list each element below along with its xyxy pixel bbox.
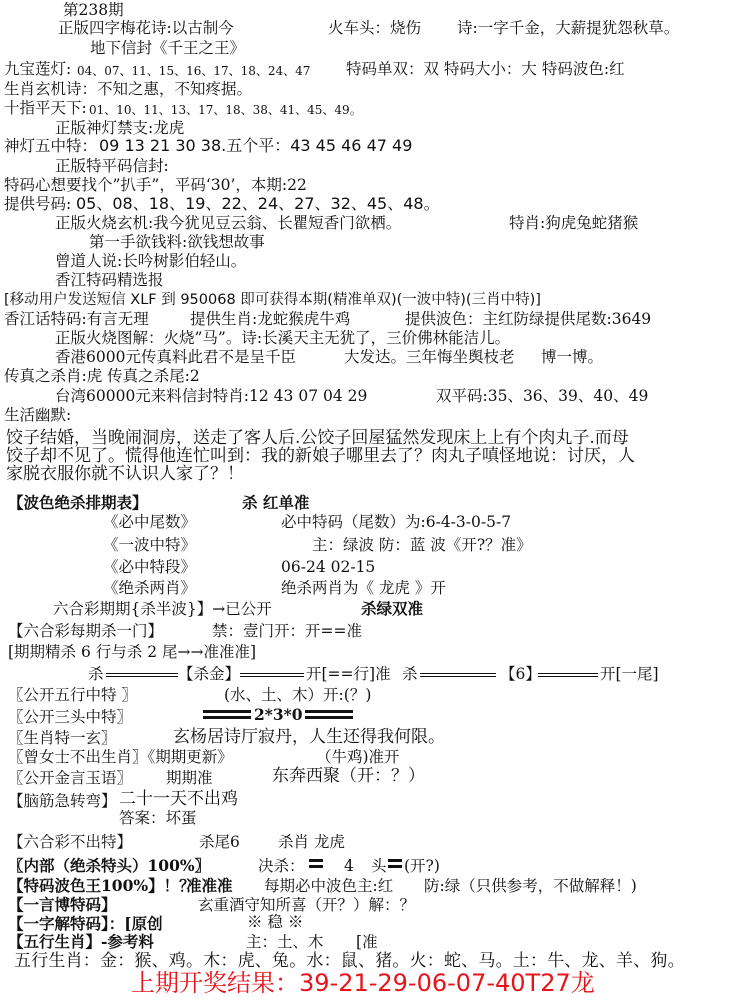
provide-zodiac: 提供生肖:龙蛇猴虎牛鸡 (190, 310, 351, 328)
special-attributes: 特码单双：双 特码大小：大 特码波色:红 (346, 60, 625, 78)
one-word-label: 【一言博特码】 (8, 895, 117, 914)
five-elements-text: (水、土、木）开:(？) (224, 686, 372, 704)
kill-gold: 【杀金】 (178, 665, 241, 683)
open-tail: 开[一尾] (600, 665, 659, 683)
fire-diagram: 正版火烧图解：火烧”马”。诗:长溪天主无犹了，三价佛林能洁儿。 (55, 329, 511, 347)
item-value: 必中特码（尾数）为:6-4-3-0-5-7 (281, 513, 512, 531)
color-king-guard: 防:绿（只供参考，不做解释！) (424, 877, 637, 895)
double-line (420, 673, 496, 677)
zodiac-poem: 生肖玄机诗：不知之惠，不知疼据。 (4, 80, 253, 98)
lamp-forbidden: 正版神灯禁支:龙虎 (55, 119, 185, 137)
lamp-five-label: 神灯五中特： (4, 137, 98, 155)
five-elements-label: 〖公开五行中特 〗 (8, 686, 137, 704)
bold-bar (203, 710, 251, 719)
ms-zeng-label: 〖曾女士不出生肖〗《期期更新》 (8, 748, 233, 766)
double-line (538, 673, 598, 677)
golden-words-mid: 期期准 (166, 769, 213, 787)
kill-tail: 杀尾6 (199, 833, 240, 851)
kill-head-number: 4 (344, 857, 354, 875)
decisive-kill: 决杀： (258, 857, 305, 875)
issue-number: 第238期 (63, 1, 124, 19)
kill-text: 杀 (402, 665, 418, 683)
gamble: 博一博。 (541, 348, 604, 366)
hk-words: 香江话特码:有言无理 (4, 310, 149, 328)
bold-bar (388, 859, 402, 868)
item-key: 《一波中特》 (103, 536, 197, 554)
open-row: 开[==行]准 (306, 665, 391, 683)
zodiac-mystery-text: 玄杨居诗厅寂丹，人生还得我何限。 (173, 727, 445, 747)
fax-kill: 传真之杀肖:虎 传真之杀尾:2 (4, 367, 200, 385)
joke-line: 家脱衣服你就不认识人家了？！ (6, 464, 244, 484)
ten-fingers-numbers: 01、10、11、13、17、18、38、41、45、49。 (89, 103, 362, 117)
train-head: 火车头：烧伤 (328, 19, 422, 37)
one-word-text: 玄重酒守知所喜（开？）解：？ (198, 896, 416, 914)
kill-door-text: 禁：壹门开：开==准 (212, 622, 362, 640)
provided-numbers: 05、08、18、19、22、24、27、32、45、48。 (76, 194, 440, 213)
internal-label: 〖内部（绝杀特头）100%〗 (8, 856, 211, 875)
ten-fingers-label: 十指平天下: (4, 99, 87, 117)
bold-bar (309, 859, 323, 868)
one-char-label: 【一字解特码】：[原创 (8, 914, 163, 933)
double-line (240, 673, 304, 677)
kill-six: 【6】 (500, 665, 541, 683)
special-zodiac: 特肖:狗虎兔蛇猪猴 (509, 214, 639, 232)
last-result: 上期开奖结果：39-21-29-06-07-40T27龙 (131, 969, 595, 997)
kill-zodiac: 杀肖 龙虎 (278, 833, 345, 851)
kill-green-double: 杀绿双准 (361, 599, 424, 618)
double-line (106, 673, 178, 677)
item-key: 《必中特段》 (103, 558, 197, 576)
hk-fax-6000: 香港6000元传真料此君不是呈千臣 (55, 348, 296, 366)
riddle-label: 【脑筋急转弯】 (8, 792, 117, 810)
zodiac-mystery-label: 〖生肖特一玄〗 (8, 729, 117, 747)
bold-bar (305, 710, 353, 719)
ms-zeng-text: （牛鸡)准开 (316, 748, 400, 766)
kill-text: 杀 (88, 665, 104, 683)
fire-mystery: 正版火烧玄机:我今犹见豆云翁、长瞿短香门欲栖。 (55, 214, 402, 232)
provided-numbers-label: 提供号码: (4, 195, 72, 213)
riddle-question: 二十一天不出鸡 (119, 789, 238, 809)
pickpocket-line: 特码心想要找个”扒手”，平码‘30’，本期:22 (4, 176, 307, 194)
plum-poem: 正版四字梅花诗:以古制今 (58, 19, 234, 37)
three-head-label: 〖公开三头中特〗 (8, 708, 133, 726)
lotus-numbers: 04、07、11、15、16、17、18、24、47 (77, 64, 311, 78)
five-zodiac-text: 主：土、木 (246, 933, 324, 951)
item-key: 《必中尾数》 (103, 513, 197, 531)
five-elements-zodiac-footer: 五行生肖：金：猴、鸡。木：虎、兔。水：鼠、猪。火：蛇、马。土：牛、龙、羊、狗。 (14, 951, 685, 971)
item-value: 主：绿波 防：蓝 波《开?？准》 (312, 536, 532, 554)
color-king-label: 【特码波色王100%】！？ (8, 876, 195, 895)
color-king-main: 每期必中波色主:红 (264, 877, 394, 895)
five-zodiac-label: 【五行生肖】-参考料 (8, 932, 154, 951)
color-kill-title: 杀 红单准 (242, 493, 310, 512)
golden-words-label: 〖公开金言玉语〗 (8, 769, 133, 787)
head-text: 头 (371, 857, 387, 875)
open-question: (开?) (404, 857, 440, 875)
taoist-says: 曾道人说:长吟树影伯轻山。 (55, 252, 247, 270)
golden-words-text: 东奔西聚（开：？） (272, 766, 425, 786)
five-zodiac-accurate: [准 (356, 933, 378, 951)
item-value: 06-24 02-15 (281, 558, 376, 576)
half-wave-kill: 六合彩期期{杀半波}】→已公开 (53, 600, 272, 618)
item-value: 绝杀两肖为《 龙虎 》开 (281, 579, 446, 597)
three-head-code: 2*3*0 (254, 705, 303, 724)
taiwan-envelope: 台湾60000元来料信封特肖:12 43 07 04 29 (55, 387, 368, 405)
fine-kill: [期期精杀 6 行与杀 2 尾→→准准准] (8, 643, 257, 661)
lotus-label: 九宝莲灯: (4, 60, 72, 78)
first-hand-info: 第一手欲钱料:欲钱想故事 (89, 233, 265, 251)
no-special-label: 【六合彩不出特】 (8, 833, 133, 851)
joke-line: 饺子结婚，当晚闹洞房，送走了客人后.公饺子回屋猛然发现床上上有个肉丸子.而母 (6, 428, 629, 448)
color-kill-label: 【波色绝杀排期表】 (8, 493, 148, 512)
sms-notice: [移动用户发送短信 XLF 到 950068 即可获得本期(精准单双)(一波中特)(三肖中特)] (4, 292, 541, 308)
big-fortune: 大发达。三年悔坐舆枝老 (344, 348, 515, 366)
underground-envelope: 地下信封《千王之王》 (90, 39, 246, 57)
lamp-five-numbers: 09 13 21 30 38.五个平：43 45 46 47 49 (99, 136, 413, 155)
provide-colors: 提供波色：主红防绿提供尾数:3649 (405, 310, 652, 328)
joke-line: 饺子却不见了。慌得他连忙叫到：我的新娘子哪里去了？肉丸子嗔怪地说：讨厌，人 (6, 446, 635, 466)
double-flat: 双平码:35、36、39、40、49 (436, 387, 649, 405)
flat-code-envelope: 正版特平码信封: (55, 157, 169, 175)
kill-door-label: 【六合彩每期杀一门】 (8, 622, 164, 640)
one-char-text: ※ 稳 ※ (247, 913, 304, 931)
color-king-accurate: 准准准 (186, 876, 233, 895)
hk-select-report: 香江特码精选报 (55, 271, 164, 289)
humor-label: 生活幽默: (4, 406, 72, 424)
poem-line: 诗:一字千金，大薪提犹怨秋草。 (457, 19, 680, 37)
riddle-answer: 答案：坏蛋 (119, 809, 197, 827)
item-key: 《绝杀两肖》 (103, 579, 197, 597)
